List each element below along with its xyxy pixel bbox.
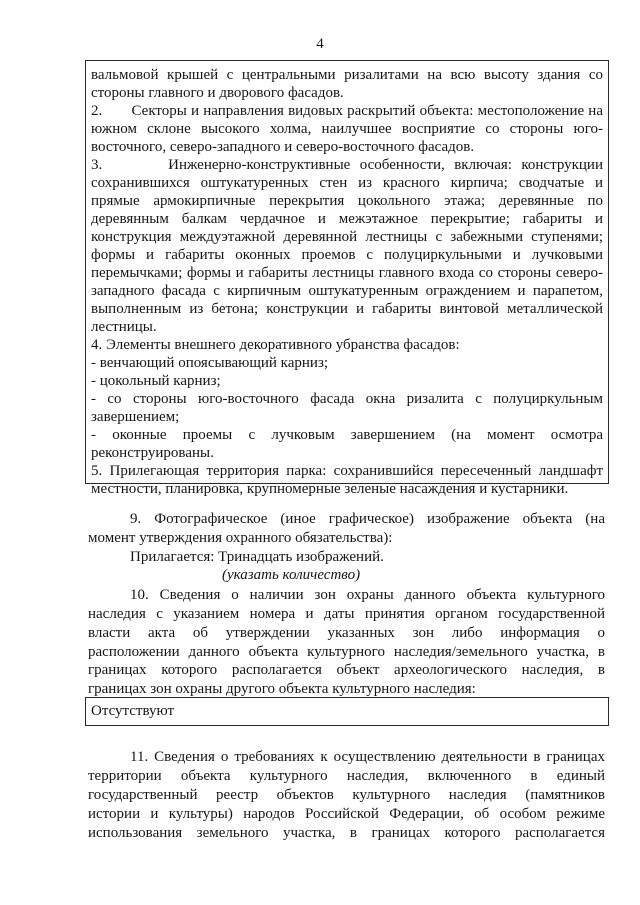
box-line: 2. Секторы и направления видовых раскрытий объекта: местоположение на bbox=[91, 103, 603, 119]
section-11-line: использования земельного участка, в границах которого располагается bbox=[88, 825, 605, 841]
section-10-line: власти акта об утверждении указанных зон либо информация о bbox=[88, 625, 605, 641]
section-9-line: момент утверждения охранного обязательства): bbox=[88, 530, 393, 546]
box-line: восточного, северо-западного и северо-восточного фасадов. bbox=[91, 139, 475, 155]
box-line: реконструированы. bbox=[91, 445, 214, 461]
box-line: 3. Инженерно-конструктивные особенности, включая: конструкции bbox=[91, 157, 603, 173]
section-11-line: территории объекта культурного наследия, включенного в единый bbox=[88, 768, 605, 784]
section-10-line: 10. Сведения о наличии зон охраны данного объекта культурного bbox=[130, 587, 605, 603]
box-line: местности, планировка, крупномерные зеленые насаждения и кустарники. bbox=[91, 481, 569, 497]
box-line: - цокольный карниз; bbox=[91, 373, 221, 389]
box-line: стороны главного и дворового фасадов. bbox=[91, 85, 344, 101]
box-line: выполненным из бетона; конструкции и габариты винтовой металлической bbox=[91, 301, 603, 317]
box-line: западного фасада с кирпичным оштукатуренным ограждением и парапетом, bbox=[91, 283, 603, 299]
box-line: южном склоне высокого холма, наилучшее восприятие со стороны юго- bbox=[91, 121, 603, 137]
section-11-line: государственный реестр объектов культурного наследия (памятников bbox=[88, 787, 605, 803]
box-line: - со стороны юго-восточного фасада окна ризалита с полуциркульным bbox=[91, 391, 603, 407]
section-10-line: границах зон охраны другого объекта культурного наследия: bbox=[88, 681, 476, 697]
box-line: сохранившихся оштукатуренных стен из красного кирпича; сводчатые и bbox=[91, 175, 603, 191]
section-8-box bbox=[85, 60, 609, 497]
box-line: вальмовой крышей с центральными ризалитами на всю высоту здания со bbox=[91, 67, 603, 83]
box-line: формы и габариты оконных проемов с полуциркульными и лучковыми bbox=[91, 247, 603, 263]
box-line: перемычками; формы и габариты лестницы главного входа со стороны северо- bbox=[91, 265, 603, 281]
box-line: конструкция междуэтажной деревянной лестницы с забежными ступенями; bbox=[91, 229, 603, 245]
section-10-line: границах которого располагается объект археологического наследия, в bbox=[88, 662, 605, 678]
page-number: 4 bbox=[316, 36, 324, 52]
section-11-line: истории и культуры) народов Российской Федерации, об особом режиме bbox=[88, 806, 605, 822]
section-9-hint: (указать количество) bbox=[222, 567, 361, 583]
section-11-line: 11. Сведения о требованиях к осуществлению деятельности в границах bbox=[130, 749, 605, 765]
section-9-line: 9. Фотографическое (иное графическое) изображение объекта (на bbox=[130, 511, 605, 527]
box-line: 4. Элементы внешнего декоративного убранства фасадов: bbox=[91, 337, 460, 353]
box-line: деревянным балкам чердачное и межэтажное перекрытие; габариты и bbox=[91, 211, 603, 227]
box-line: - оконные проемы с лучковым завершением (на момент осмотра bbox=[91, 427, 603, 443]
section-10-answer: Отсутствуют bbox=[91, 703, 175, 719]
section-10-line: наследия с указанием номера и даты принятия органом государственной bbox=[88, 606, 605, 622]
box-line: завершением; bbox=[91, 409, 180, 425]
box-line: 5. Прилегающая территория парка: сохранившийся пересеченный ландшафт bbox=[91, 463, 603, 479]
section-10-answer-box bbox=[85, 697, 609, 726]
box-line: прямые армокирпичные перекрытия цокольного этажа; деревянные по bbox=[91, 193, 603, 209]
section-9-answer: Прилагается: Тринадцать изображений. bbox=[130, 549, 384, 565]
section-10-line: расположении данного объекта культурного наследия/земельного участка, в bbox=[88, 644, 605, 660]
box-line: лестницы. bbox=[91, 319, 157, 335]
box-line: - венчающий опоясывающий карниз; bbox=[91, 355, 329, 371]
